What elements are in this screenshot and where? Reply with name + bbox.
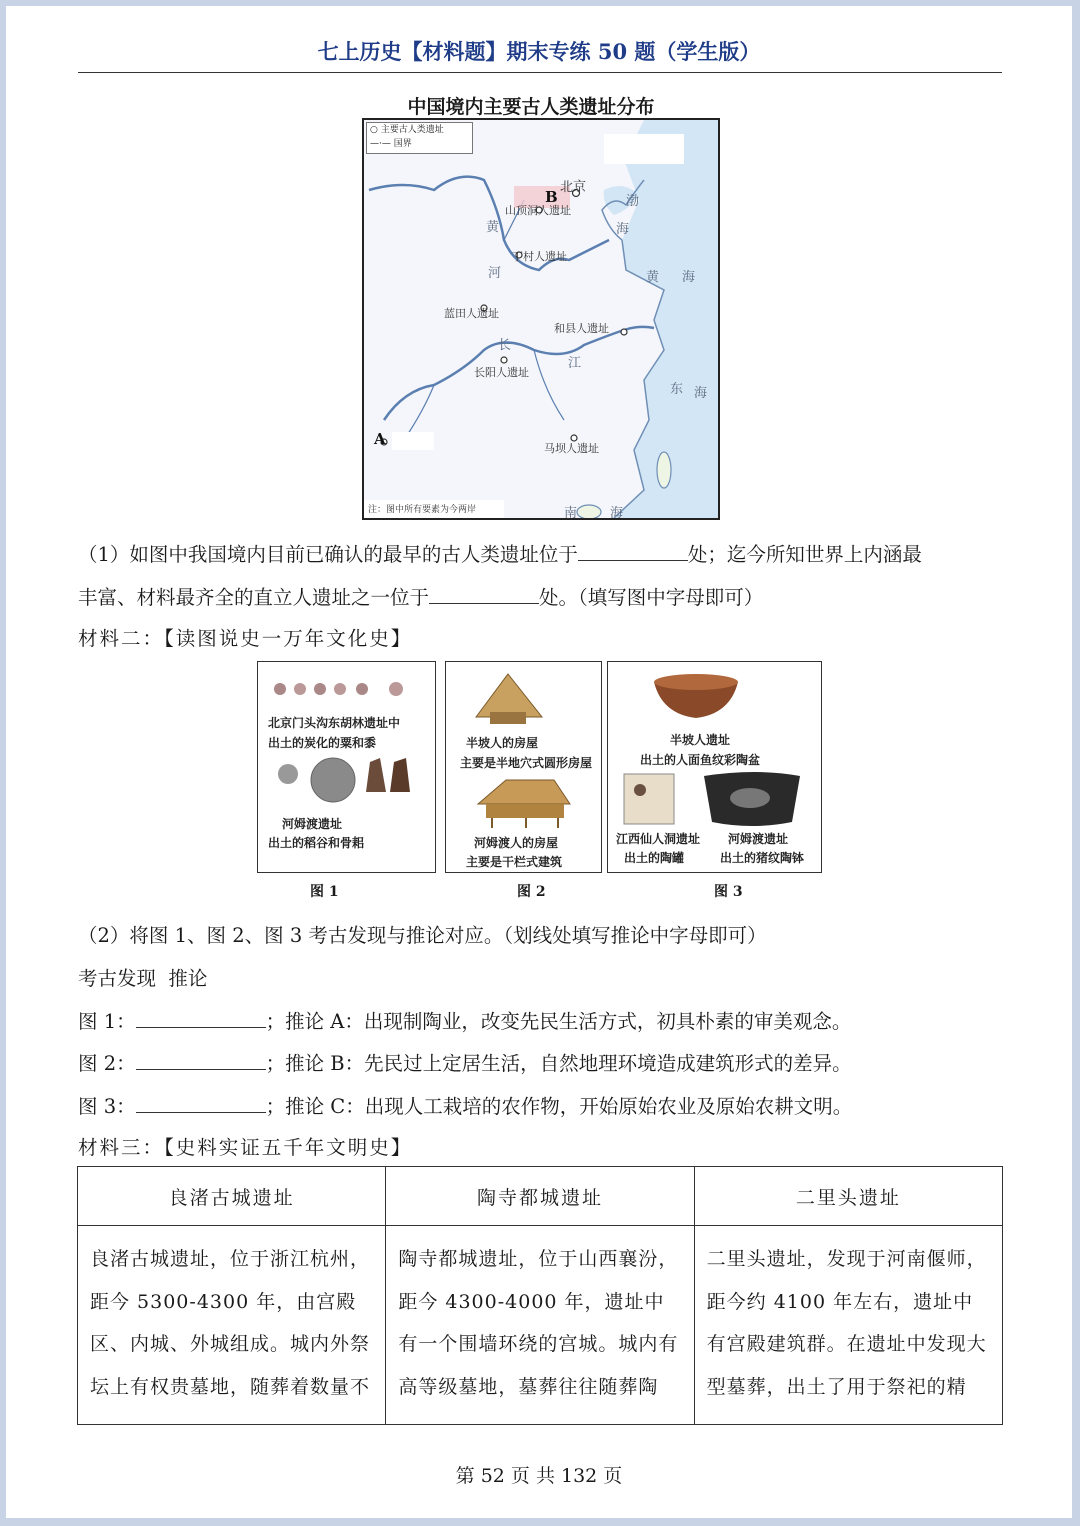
label-south-sea-1: 南 bbox=[564, 506, 578, 520]
q1-text-3: 丰富、材料最齐全的直立人遗址之一位于 bbox=[78, 586, 430, 609]
fig3-caption2-line2: 出土的陶罐 bbox=[624, 851, 685, 865]
q2-row-2 bbox=[78, 1047, 852, 1076]
q1-blank-2[interactable] bbox=[429, 581, 539, 604]
q1-text-1: （1）如图中我国境内目前已确认的最早的古人类遗址位于 bbox=[78, 543, 578, 566]
q2-row3-inference: ；推论 C：出现人工栽培的农作物，开始原始农业及原始农耕文明。 bbox=[265, 1095, 853, 1118]
map-title: 中国境内主要古人类遗址分布 bbox=[407, 96, 655, 118]
material3-title: 材料三：【史料实证五千年文明史】 bbox=[78, 1136, 413, 1159]
q2-row-1 bbox=[78, 1005, 851, 1034]
page-header: 七上历史【材料题】期末专练 50 题（学生版） bbox=[317, 39, 761, 64]
site-beijing: 北京 bbox=[560, 180, 587, 195]
table-cell-erlitou: 二里头遗址，发现于河南偃师，距今约 4100 年左右，遗址中有宫殿建筑群。在遗址中发现大型墓葬，出土了用于祭祀的精 bbox=[694, 1226, 1002, 1425]
site-changyang: 长阳人遗址 bbox=[474, 366, 529, 379]
q1-line2 bbox=[78, 581, 763, 610]
map-legend bbox=[366, 122, 473, 154]
page-footer: 第 52 页 共 132 页 bbox=[455, 1465, 623, 1487]
q2-row3-fig: 图 3： bbox=[78, 1095, 136, 1118]
fig2-caption2-line2: 主要是干栏式建筑 bbox=[466, 855, 563, 869]
fig3-caption2-line1: 江西仙人洞遗址 bbox=[616, 832, 701, 846]
q2-instruction: （2）将图 1、图 2、图 3 考古发现与推论对应。（划线处填写推论中字母即可） bbox=[78, 924, 767, 947]
table-header: 良渚古城遗址 bbox=[78, 1167, 386, 1226]
fig2-caption1-line2: 主要是半地穴式圆形房屋 bbox=[460, 756, 593, 770]
label-yellow-sea-1: 黄 bbox=[646, 270, 660, 285]
figure-1-label: 图 1 bbox=[310, 884, 339, 900]
map-letter-a: A bbox=[374, 430, 386, 448]
q1-blank-1[interactable] bbox=[578, 538, 688, 561]
table-header: 陶寺都城遗址 bbox=[386, 1167, 694, 1226]
fig3-caption3-line2: 出土的猪纹陶钵 bbox=[720, 851, 805, 865]
table-row bbox=[78, 1226, 1003, 1425]
q2-row2-fig: 图 2： bbox=[78, 1052, 136, 1075]
site-maba: 马坝人遗址 bbox=[544, 442, 599, 455]
site-dingcun: 丁村人遗址 bbox=[512, 250, 567, 263]
label-huang: 黄 bbox=[486, 220, 500, 235]
fig1-caption2-line2: 出土的稻谷和骨耜 bbox=[268, 836, 365, 850]
fig3-caption1-line1: 半坡人遗址 bbox=[670, 733, 731, 747]
figure-2-label: 图 2 bbox=[517, 884, 546, 900]
label-chang: 长 bbox=[498, 338, 512, 353]
site-lantian: 蓝田人遗址 bbox=[444, 307, 499, 320]
figure-3-panel bbox=[607, 661, 822, 873]
fig1-caption2-line1: 河姆渡遗址 bbox=[282, 817, 343, 831]
legend-border: —·— 国界 bbox=[370, 139, 412, 149]
q2-blank-1[interactable] bbox=[136, 1005, 266, 1028]
fig2-caption1-line1: 半坡人的房屋 bbox=[466, 736, 539, 750]
material2-title: 材料二：【读图说史一万年文化史】 bbox=[78, 627, 413, 650]
fig1-caption1-line2: 出土的炭化的粟和黍 bbox=[268, 736, 377, 750]
fig3-caption1-line2: 出土的人面鱼纹彩陶盆 bbox=[640, 753, 761, 767]
map-letter-b: B bbox=[545, 188, 558, 206]
site-hexian: 和县人遗址 bbox=[554, 322, 609, 335]
q2-row-3 bbox=[78, 1090, 852, 1119]
q2-columns: 考古发现 推论 bbox=[78, 967, 208, 990]
ancient-sites-map bbox=[362, 118, 720, 520]
label-east-sea-2: 海 bbox=[694, 386, 708, 401]
site-shandingdong: 山顶洞人遗址 bbox=[505, 204, 571, 217]
header-divider bbox=[78, 72, 1002, 73]
label-south-sea-2: 海 bbox=[610, 506, 624, 520]
map-graphic bbox=[364, 120, 718, 518]
label-he: 河 bbox=[488, 266, 502, 281]
fig2-caption2-line1: 河姆渡人的房屋 bbox=[474, 836, 559, 850]
label-bo-hai: 海 bbox=[616, 222, 630, 237]
material3-table bbox=[77, 1166, 1003, 1425]
q1-text-4: 处。（填写图中字母即可） bbox=[539, 586, 764, 609]
figure-2-panel bbox=[445, 661, 602, 873]
table-cell-taosi: 陶寺都城遗址，位于山西襄汾，距今 4300-4000 年，遗址中有一个围墙环绕的宫城。城内有高等级墓地，墓葬往往随葬陶 bbox=[386, 1226, 694, 1425]
q1-text-2: 处；迄今所知世界上内涵最 bbox=[687, 543, 922, 566]
label-jiang: 江 bbox=[568, 356, 582, 371]
label-east-sea-1: 东 bbox=[670, 382, 684, 397]
table-header-row bbox=[78, 1167, 1003, 1226]
table-header: 二里头遗址 bbox=[694, 1167, 1002, 1226]
label-yellow-sea-2: 海 bbox=[682, 270, 696, 285]
legend-site: ○ 主要古人类遗址 bbox=[370, 125, 444, 135]
figure-1-panel bbox=[257, 661, 436, 873]
fig1-caption1-line1: 北京门头沟东胡林遗址中 bbox=[268, 716, 401, 730]
q2-row2-inference: ；推论 B：先民过上定居生活，自然地理环境造成建筑形式的差异。 bbox=[265, 1052, 852, 1075]
page bbox=[6, 6, 1072, 1518]
label-bo: 渤 bbox=[626, 194, 640, 209]
q2-blank-3[interactable] bbox=[136, 1090, 266, 1113]
q1-line1 bbox=[78, 538, 922, 567]
q2-row1-inference: ；推论 A：出现制陶业，改变先民生活方式，初具朴素的审美观念。 bbox=[265, 1010, 852, 1033]
q2-row1-fig: 图 1： bbox=[78, 1010, 136, 1033]
figure-3-label: 图 3 bbox=[714, 884, 743, 900]
fig3-caption3-line1: 河姆渡遗址 bbox=[728, 832, 789, 846]
table-cell-liangzhu: 良渚古城遗址，位于浙江杭州，距今 5300-4300 年，由宫殿区、内城、外城组成。城内外祭坛上有权贵墓地，随葬着数量不 bbox=[78, 1226, 386, 1425]
q2-blank-2[interactable] bbox=[136, 1047, 266, 1070]
map-note: 注：图中所有要素为今两岸 bbox=[368, 505, 477, 515]
